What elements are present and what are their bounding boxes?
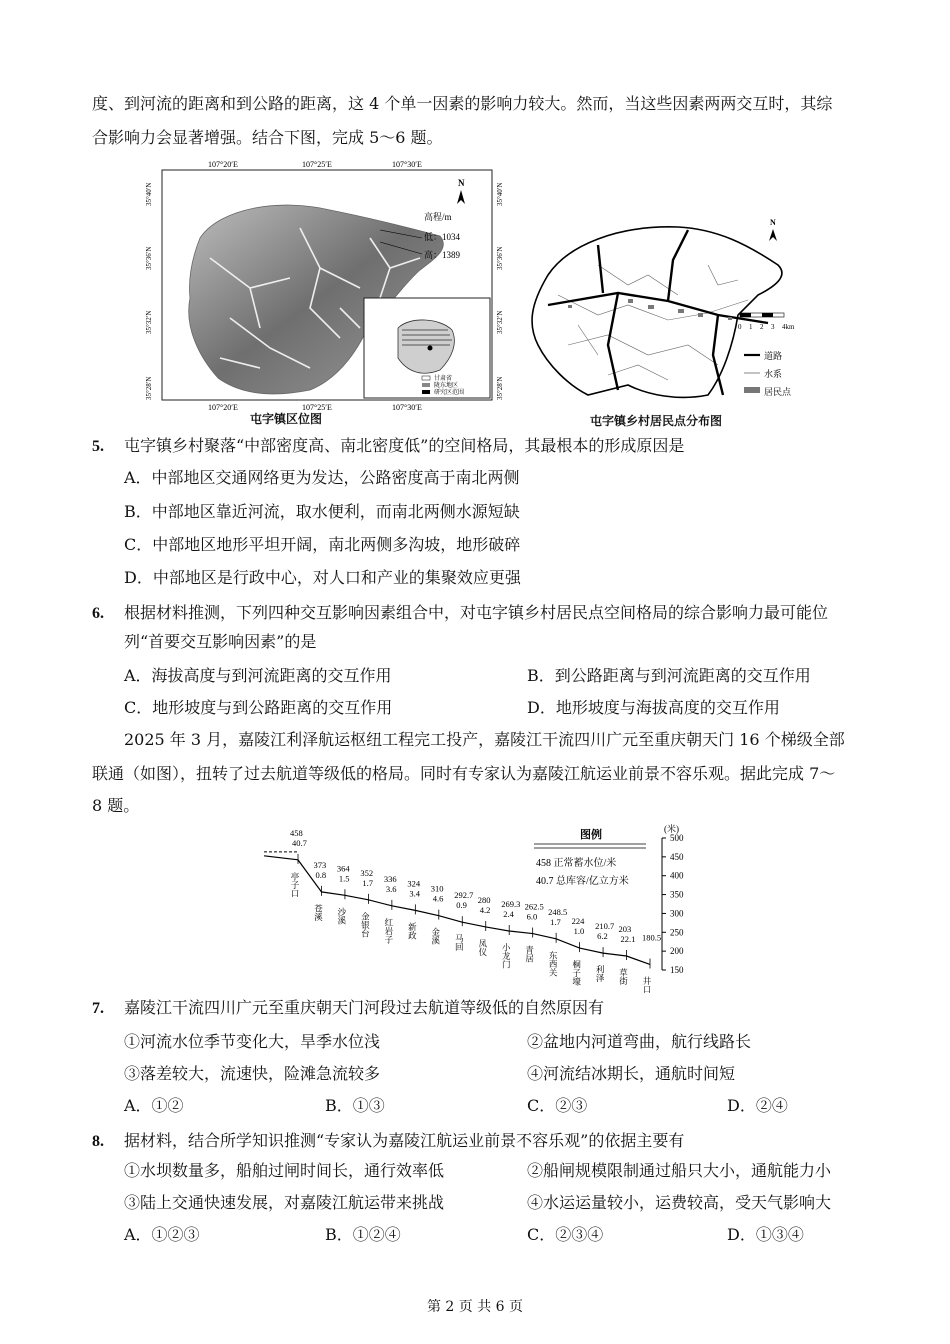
y-axis-label: (米) [664,824,679,834]
y-tick-label: 350 [670,889,684,900]
bottom-tick: 107°20′E [208,403,238,412]
legend-road: 道路 [764,351,783,361]
q5-option-c[interactable]: C．中部地区地形平坦开阔，南北两侧多沟坡，地形破碎 [124,535,521,554]
svg-text:3: 3 [771,323,775,331]
station-name: 利泽 [595,965,606,983]
station [384,874,397,944]
elevation-low: 低：1034 [424,232,461,242]
q5-option-a[interactable]: A．中部地区交通网络更为发达，公路密度高于南北两侧 [124,468,520,487]
q8-option-c[interactable]: C．②③④ [527,1225,604,1244]
station-name: 红岩子 [383,917,394,944]
q8-item-1: ①水坝数量多，船舶过闸时间长，通行效率低 [124,1161,445,1180]
station-level: 292.7 [454,890,474,901]
svg-text:1: 1 [749,323,753,331]
station [360,868,373,938]
q8-item-2: ②船闸规模限制通过船只大小，通航能力小 [527,1161,832,1180]
station-name: 桐子壕 [571,960,582,986]
svg-text:2: 2 [760,323,764,331]
legend-item: 458 正常蓄水位/米 [536,858,617,869]
station-name: 沙溪 [336,907,347,925]
station-capacity: 22.1 [620,934,636,945]
station-name: 青居 [524,945,535,963]
station-capacity: 6.0 [526,911,538,922]
left-tick: 35°36′N [145,246,153,270]
y-tick-label: 400 [670,870,684,881]
q7-option-a[interactable]: A．①② [124,1096,184,1115]
station-level: 364 [336,863,350,874]
intro2-line-2: 联通（如图），扭转了过去航道等级低的格局。同时有专家认为嘉陵江航运业前景不容乐观。据此完成 7～ [92,764,836,783]
station-name: 新政 [407,922,418,940]
station-level: 180.5 [642,932,662,943]
station-capacity: 4.2 [479,904,491,915]
station-capacity: 2.4 [503,909,514,920]
station-level: 352 [360,867,374,878]
left-tick: 35°28′N [145,376,153,400]
y-tick-label: 250 [670,927,684,938]
y-tick-label: 450 [670,851,684,862]
location-map-figure [140,158,512,434]
station-level: 248.5 [548,906,568,917]
q8-option-d[interactable]: D．①③④ [727,1225,804,1244]
station-capacity: 1.5 [338,873,350,884]
q8-number: 8. [92,1133,104,1150]
settlement-map [508,205,818,410]
y-axis [662,823,684,975]
intro-line-2: 合影响力会显著增强。结合下图，完成 5～6 题。 [92,128,443,147]
q6-option-b[interactable]: B．到公路距离与到河流距离的交互作用 [527,666,811,685]
left-tick: 35°40′N [145,182,153,206]
top-tick: 107°25′E [302,160,332,169]
q8-item-4: ④水运运量较小，运费较高，受天气影响大 [527,1193,832,1212]
settlement-points [568,299,732,320]
elevation-high: 高：1389 [424,250,461,260]
profile-svg [258,822,708,994]
intro2-line-1: 2025 年 3 月，嘉陵江利泽航运枢纽工程完工投产，嘉陵江干流四川广元至重庆朝天门 16 个梯级全部 [124,730,845,749]
station-level: 310 [430,883,444,894]
q6-stem-line-2: 列“首要交互影响因素”的是 [124,632,317,651]
legend-settlement: 居民点 [764,387,792,397]
q5-number: 5. [92,438,104,455]
q8-item-3: ③陆上交通快速发展，对嘉陵江航运带来挑战 [124,1193,445,1212]
intro-line-1: 度、到河流的距离和到公路的距离，这 4 个单一因素的影响力较大。然而，当这些因素两两交互时，其综 [92,94,833,113]
y-tick-label: 300 [670,908,684,919]
station [313,860,326,922]
right-tick: 35°32′N [496,310,504,334]
top-tick: 107°20′E [208,160,238,169]
top-tick: 107°30′E [392,160,422,169]
q6-number: 6. [92,605,104,622]
station-capacity: 3.4 [409,888,420,899]
q7-item-2: ②盆地内河道弯曲，航行线路长 [527,1032,752,1051]
station-name: 井口 [642,976,652,994]
settlement-map-figure [508,205,818,410]
station-level: 336 [383,873,397,884]
q8-option-b[interactable]: B．①②④ [325,1225,401,1244]
north-arrow-icon [769,229,777,241]
q7-stem: 嘉陵江干流四川广元至重庆朝天门河段过去航道等级低的自然原因有 [124,998,605,1017]
stations [290,828,661,995]
station-level: 458 [290,827,303,838]
station-level: 269.3 [501,899,521,910]
station-level: 262.5 [524,901,544,912]
station-level: 373 [313,859,327,870]
station-level: 203 [618,924,632,935]
q6-option-c[interactable]: C．地形坡度与到公路距离的交互作用 [124,698,393,717]
legend-title: 图例 [580,829,602,841]
y-tick-label: 500 [670,833,684,843]
station-level: 224 [571,916,585,927]
q5-stem: 屯字镇乡村聚落“中部密度高、南北密度低”的空间格局，其最根本的形成原因是 [124,436,685,455]
right-tick: 35°28′N [496,376,504,400]
map2-caption: 屯字镇乡村居民点分布图 [590,414,723,428]
station-name: 金溪 [430,927,441,945]
station-name: 小龙门 [501,943,512,969]
intro2-line-3: 8 题。 [92,796,140,815]
elevation-title: 高程/m [424,212,452,222]
station-capacity: 1.7 [550,916,561,927]
q7-item-3: ③落差较大，流速快，险滩急流较多 [124,1064,381,1083]
q7-option-c[interactable]: C．②③ [527,1096,588,1115]
left-tick: 35°32′N [145,310,153,334]
north-label: N [458,178,465,188]
station-capacity: 3.6 [385,883,397,894]
q7-item-4: ④河流结冰期长，通航时间短 [527,1064,736,1083]
svg-text:4km: 4km [782,323,795,331]
road-lines [548,230,768,395]
station-capacity: 0.9 [456,900,467,911]
q6-stem-line-1: 根据材料推测，下列四种交互影响因素组合中，对屯字镇乡村居民点空间格局的综合影响力最可能位 [124,603,829,622]
town-boundary [532,227,782,398]
station-level: 324 [407,878,421,889]
station-capacity: 1.7 [362,877,374,888]
chart-legend [534,827,646,887]
station-capacity: 0.8 [315,869,327,880]
location-map [140,158,512,434]
q5-option-d[interactable]: D．中部地区是行政中心，对人口和产业的集聚效应更强 [124,568,521,587]
station [572,916,586,986]
page-footer: 第 2 页 共 6 页 [426,1299,524,1315]
cascade-profile-chart [258,822,708,994]
q6-option-d[interactable]: D．地形坡度与海拔高度的交互作用 [527,698,780,717]
bottom-tick: 107°30′E [392,403,422,412]
station-name: 金银台 [360,911,371,938]
inset-legend-2: 研究区范围 [434,390,465,396]
station-capacity: 40.7 [292,837,307,848]
q8-stem: 据材料，结合所学知识推测“专家认为嘉陵江航运业前景不容乐观”的依据主要有 [124,1131,685,1150]
svg-text:0: 0 [738,323,742,331]
q7-option-b[interactable]: B．①③ [325,1096,385,1115]
y-tick-label: 200 [670,946,684,957]
q6-option-a[interactable]: A．海拔高度与到河流距离的交互作用 [124,666,392,685]
station-name: 东西关 [548,950,559,977]
bottom-tick: 107°25′E [302,403,332,412]
inset-legend-1: 陇东地区 [434,383,459,389]
q7-item-1: ①河流水位季节变化大，旱季水位浅 [124,1032,381,1051]
legend-item: 40.7 总库容/亿立方米 [536,876,629,887]
station [501,899,520,969]
right-tick: 35°36′N [496,246,504,270]
inset-legend-0: 甘肃省 [434,376,453,382]
station-name: 苍溪 [313,903,324,921]
q7-option-d[interactable]: D．②④ [727,1096,788,1115]
map1-caption: 屯字镇区位图 [250,412,323,426]
y-tick-label: 150 [670,965,684,975]
station [290,828,307,898]
station [642,932,661,994]
legend-river: 水系 [764,369,783,379]
station-level: 210.7 [595,921,615,932]
q5-option-b[interactable]: B．中部地区靠近河流，取水便利，而南北两侧水源短缺 [124,502,520,521]
station-capacity: 1.0 [573,926,585,937]
north-label: N [770,218,776,227]
station-name: 凤仪 [477,938,488,956]
right-tick: 35°40′N [496,182,504,206]
station-level: 280 [477,894,491,905]
station-name: 亭子口 [290,871,300,898]
station-capacity: 6.2 [597,931,608,942]
river-lines [558,265,748,380]
station-name: 马回 [454,934,465,952]
q7-number: 7. [92,1000,104,1017]
station-capacity: 4.6 [432,893,444,904]
station-name: 草街 [618,968,629,986]
q8-option-a[interactable]: A．①②③ [124,1225,200,1244]
